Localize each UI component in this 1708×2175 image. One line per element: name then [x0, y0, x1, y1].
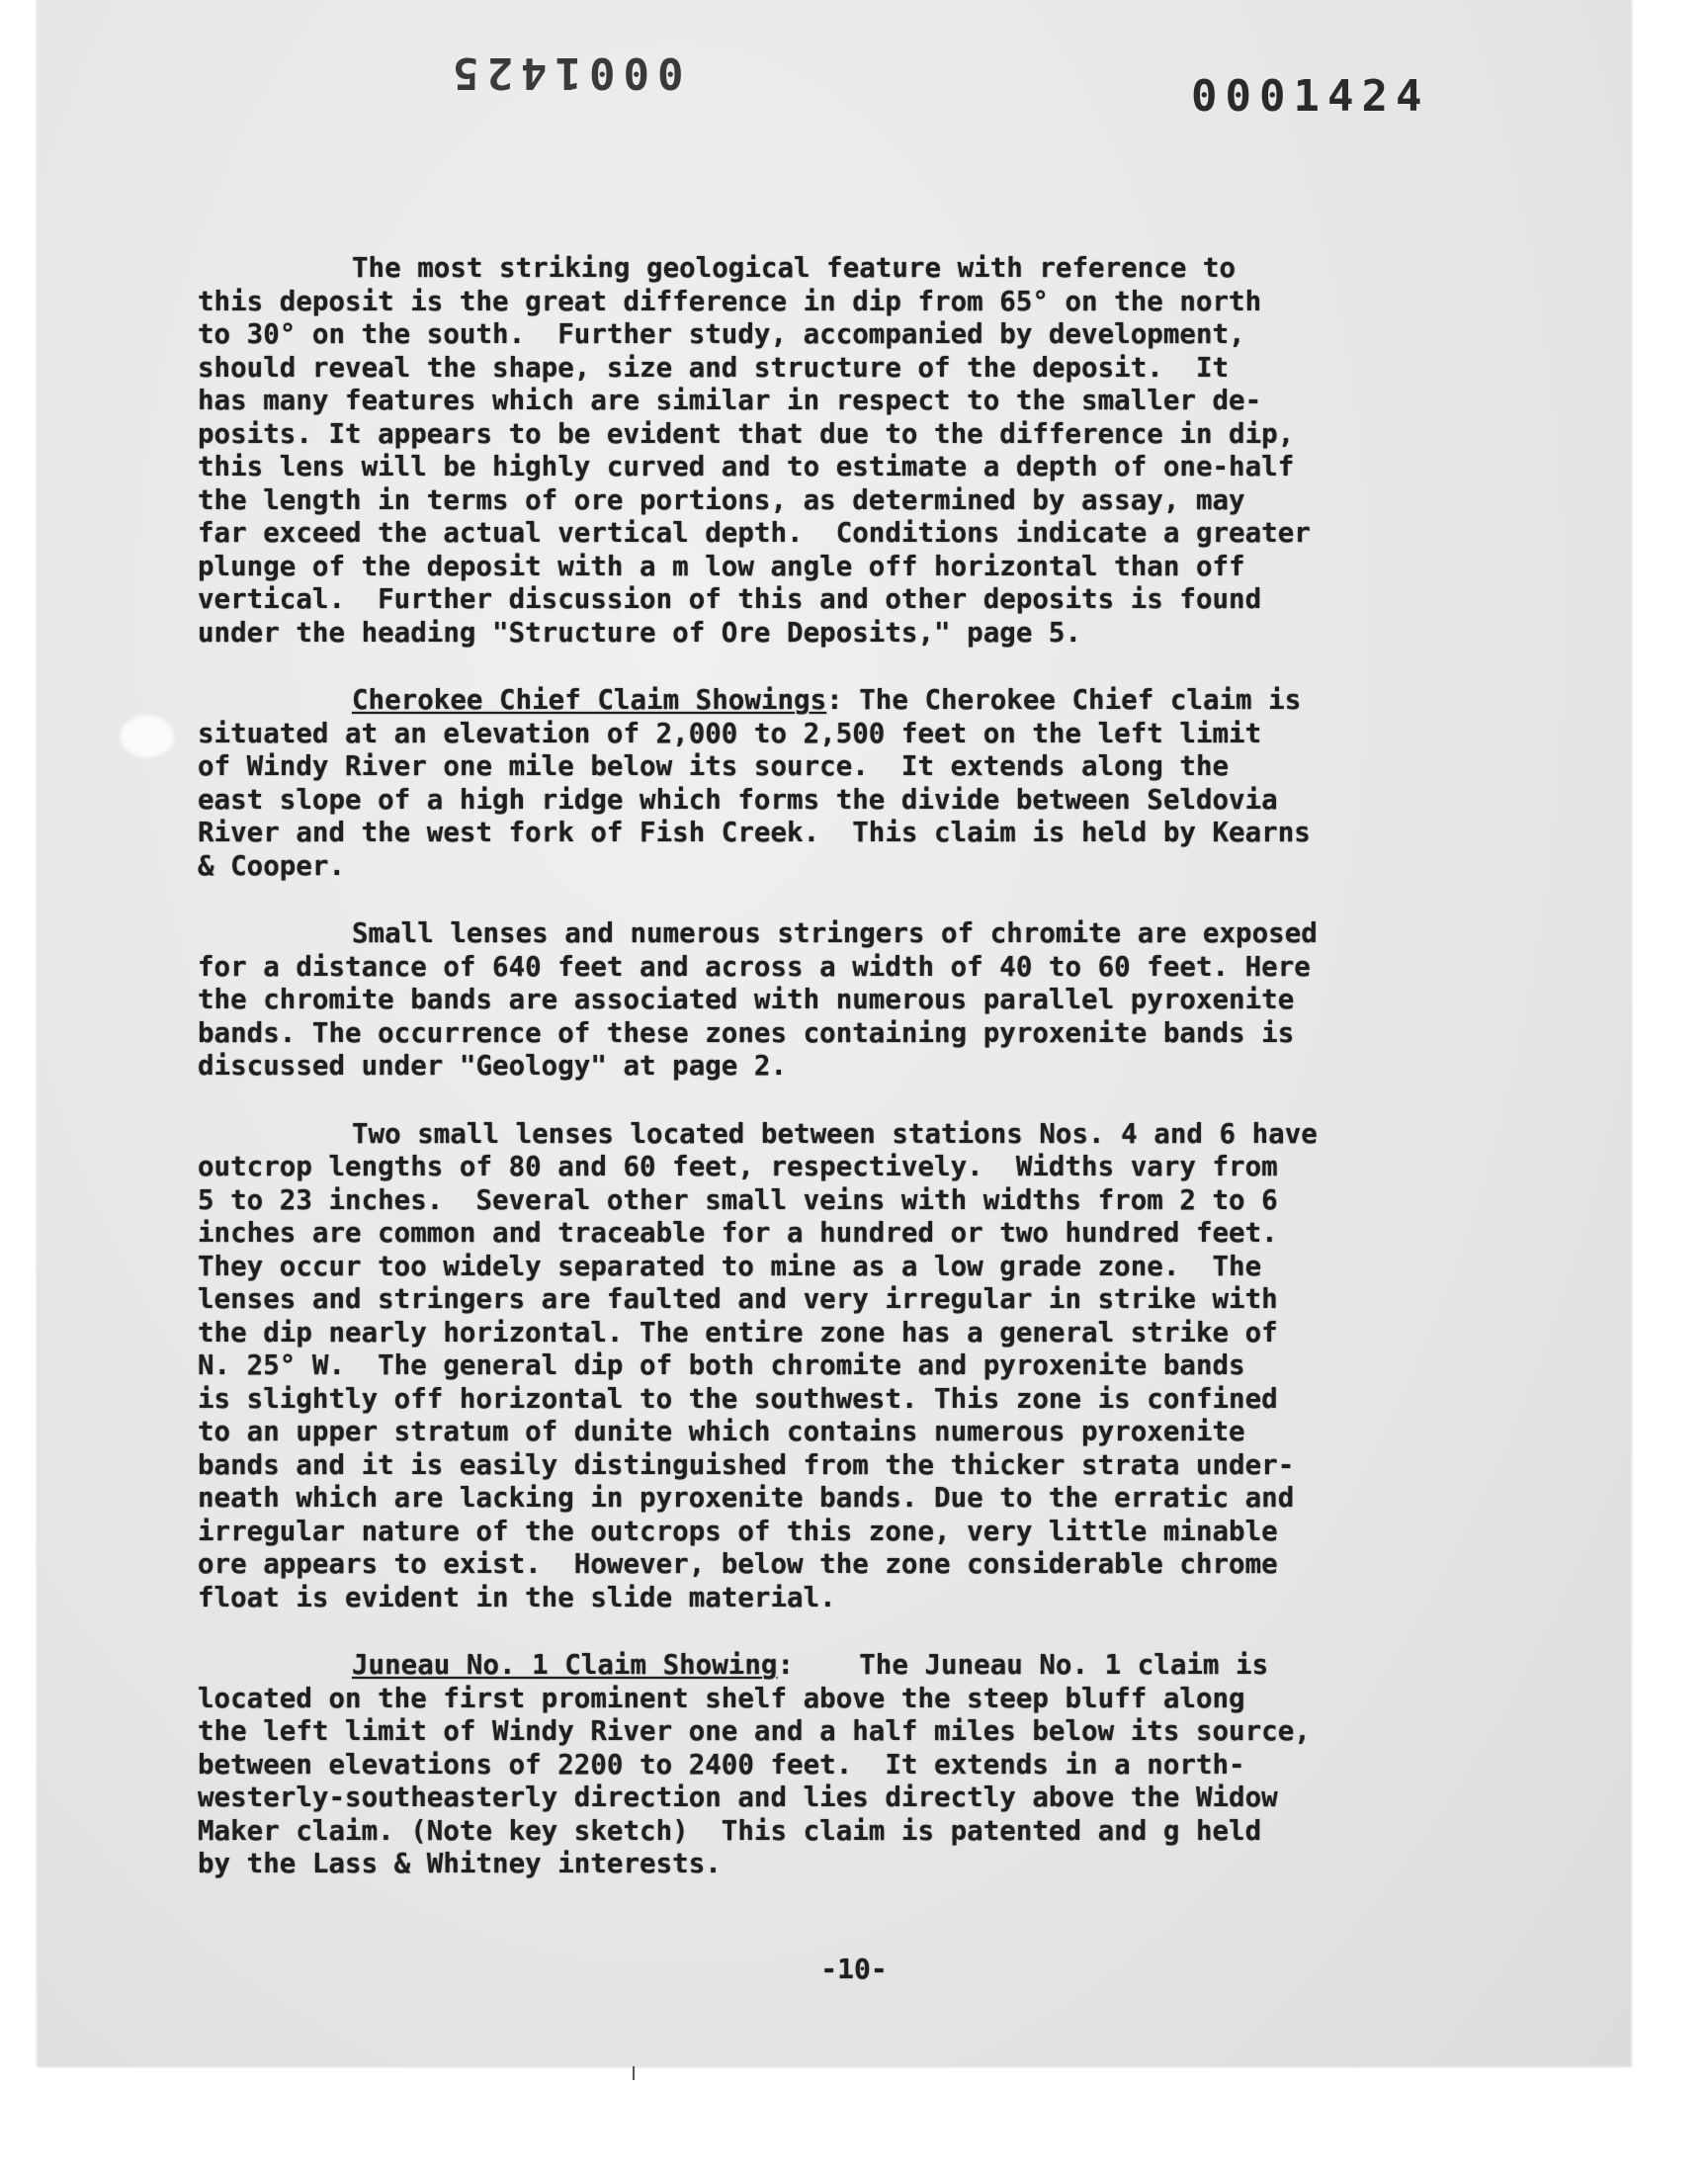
heading-line-rest: : The Cherokee Chief claim is — [826, 684, 1302, 716]
text-line: River and the west fork of Fish Creek. This claim is held by Kearns — [198, 817, 1311, 848]
text-line: Two small lenses located between stations Nos. 4 and 6 have — [352, 1117, 1318, 1150]
section-heading: Cherokee Chief Claim Showings — [352, 684, 827, 716]
text-line: between elevations of 2200 to 2400 feet. It extends in a north- — [198, 1748, 1245, 1781]
text-line: outcrop lengths of 80 and 60 feet, respectively. Widths vary from — [198, 1151, 1278, 1182]
text-line: to 30° on the south. Further study, accompanied by development, — [198, 318, 1245, 350]
paragraph-two-lenses — [198, 1118, 1591, 1615]
heading-line-rest: : The Juneau No. 1 claim is — [777, 1649, 1269, 1681]
text-line: lenses and stringers are faulted and very irregular in strike with — [198, 1283, 1278, 1315]
section-heading: Juneau No. 1 Claim Showing — [352, 1649, 778, 1681]
text-line: should reveal the shape, size and structure of the deposit. It — [198, 351, 1230, 384]
text-line: the left limit of Windy River one and a half miles below its source, — [198, 1715, 1311, 1747]
text-line: far exceed the actual vertical depth. Conditions indicate a greater — [198, 517, 1311, 549]
text-line: inches are common and traceable for a hundred or two hundred feet. — [198, 1217, 1278, 1249]
text-line: has many features which are similar in respect to the smaller de- — [198, 385, 1262, 416]
paragraph-cherokee-chief — [198, 684, 1591, 883]
text-line: bands. The occurrence of these zones containing pyroxenite bands is — [198, 1016, 1295, 1049]
text-line: They occur too widely separated to mine as a low grade zone. The — [198, 1250, 1262, 1282]
text-line: 5 to 23 inches. Several other small veins with widths from 2 to 6 — [198, 1183, 1278, 1216]
text-line: this lens will be highly curved and to estimate a depth of one-half — [198, 451, 1295, 482]
text-line: discussed under "Geology" at page 2. — [198, 1050, 788, 1082]
text-line: Small lenses and numerous stringers of chromite are exposed — [352, 917, 1318, 949]
text-line: located on the first prominent shelf above the steep bluff along — [198, 1682, 1245, 1714]
text-line: Maker claim. (Note key sketch) This claim is patented and g held — [198, 1814, 1262, 1847]
text-line: & Cooper. — [198, 849, 346, 882]
text-line: by the Lass & Whitney interests. — [198, 1848, 722, 1879]
paragraph-juneau-no1 — [198, 1649, 1591, 1881]
text-line: bands and it is easily distinguished from the thicker strata under- — [198, 1448, 1295, 1481]
text-line: situated at an elevation of 2,000 to 2,500 feet on the left limit — [198, 717, 1262, 749]
heading-line — [198, 684, 1591, 718]
text-line: east slope of a high ridge which forms the divide between Seldovia — [198, 783, 1278, 816]
document-body — [198, 252, 1591, 1916]
paragraph-deposit-geology — [198, 252, 1591, 650]
page-number: -10- — [820, 1953, 888, 1985]
text-line: the length in terms of ore portions, as determined by assay, may — [198, 483, 1245, 516]
text-line: ore appears to exist. However, below the zone considerable chrome — [198, 1548, 1278, 1580]
text-line: plunge of the deposit with a m low angle off horizontal than off — [198, 550, 1245, 582]
text-line: westerly-southeasterly direction and lies directly above the Widow — [198, 1782, 1278, 1813]
punch-hole — [119, 714, 176, 759]
text-line: the chromite bands are associated with numerous parallel pyroxenite — [198, 984, 1295, 1015]
heading-line — [198, 1649, 1591, 1683]
text-line: N. 25° W. The general dip of both chromite and pyroxenite bands — [198, 1349, 1245, 1381]
text-line: vertical. Further discussion of this and other deposits is found — [198, 583, 1262, 615]
text-line: under the heading "Structure of Ore Deposits," page 5. — [198, 616, 1082, 649]
mirrored-bates-stamp: 0001425 — [445, 47, 684, 98]
text-line: neath which are lacking in pyroxenite bands. Due to the erratic and — [198, 1482, 1295, 1514]
text-line: posits. It appears to be evident that due to the difference in dip, — [198, 417, 1295, 450]
text-line: for a distance of 640 feet and across a width of 40 to 60 feet. Here — [198, 950, 1311, 983]
text-line: to an upper stratum of dunite which contains numerous pyroxenite — [198, 1416, 1245, 1447]
text-line: this deposit is the great difference in dip from 65° on the north — [198, 285, 1262, 317]
bates-stamp: 0001424 — [1191, 71, 1430, 122]
paragraph-small-lenses — [198, 917, 1591, 1084]
text-line: irregular nature of the outcrops of this zone, very little minable — [198, 1515, 1278, 1547]
text-line: is slightly off horizontal to the southwest. This zone is confined — [198, 1382, 1278, 1415]
text-line: the dip nearly horizontal. The entire zone has a general strike of — [198, 1316, 1278, 1348]
text-line: of Windy River one mile below its source. It extends along the — [198, 750, 1230, 782]
scan-mark — [633, 2066, 635, 2080]
text-line: The most striking geological feature with reference to — [352, 252, 1237, 284]
text-line: float is evident in the slide material. — [198, 1581, 836, 1613]
